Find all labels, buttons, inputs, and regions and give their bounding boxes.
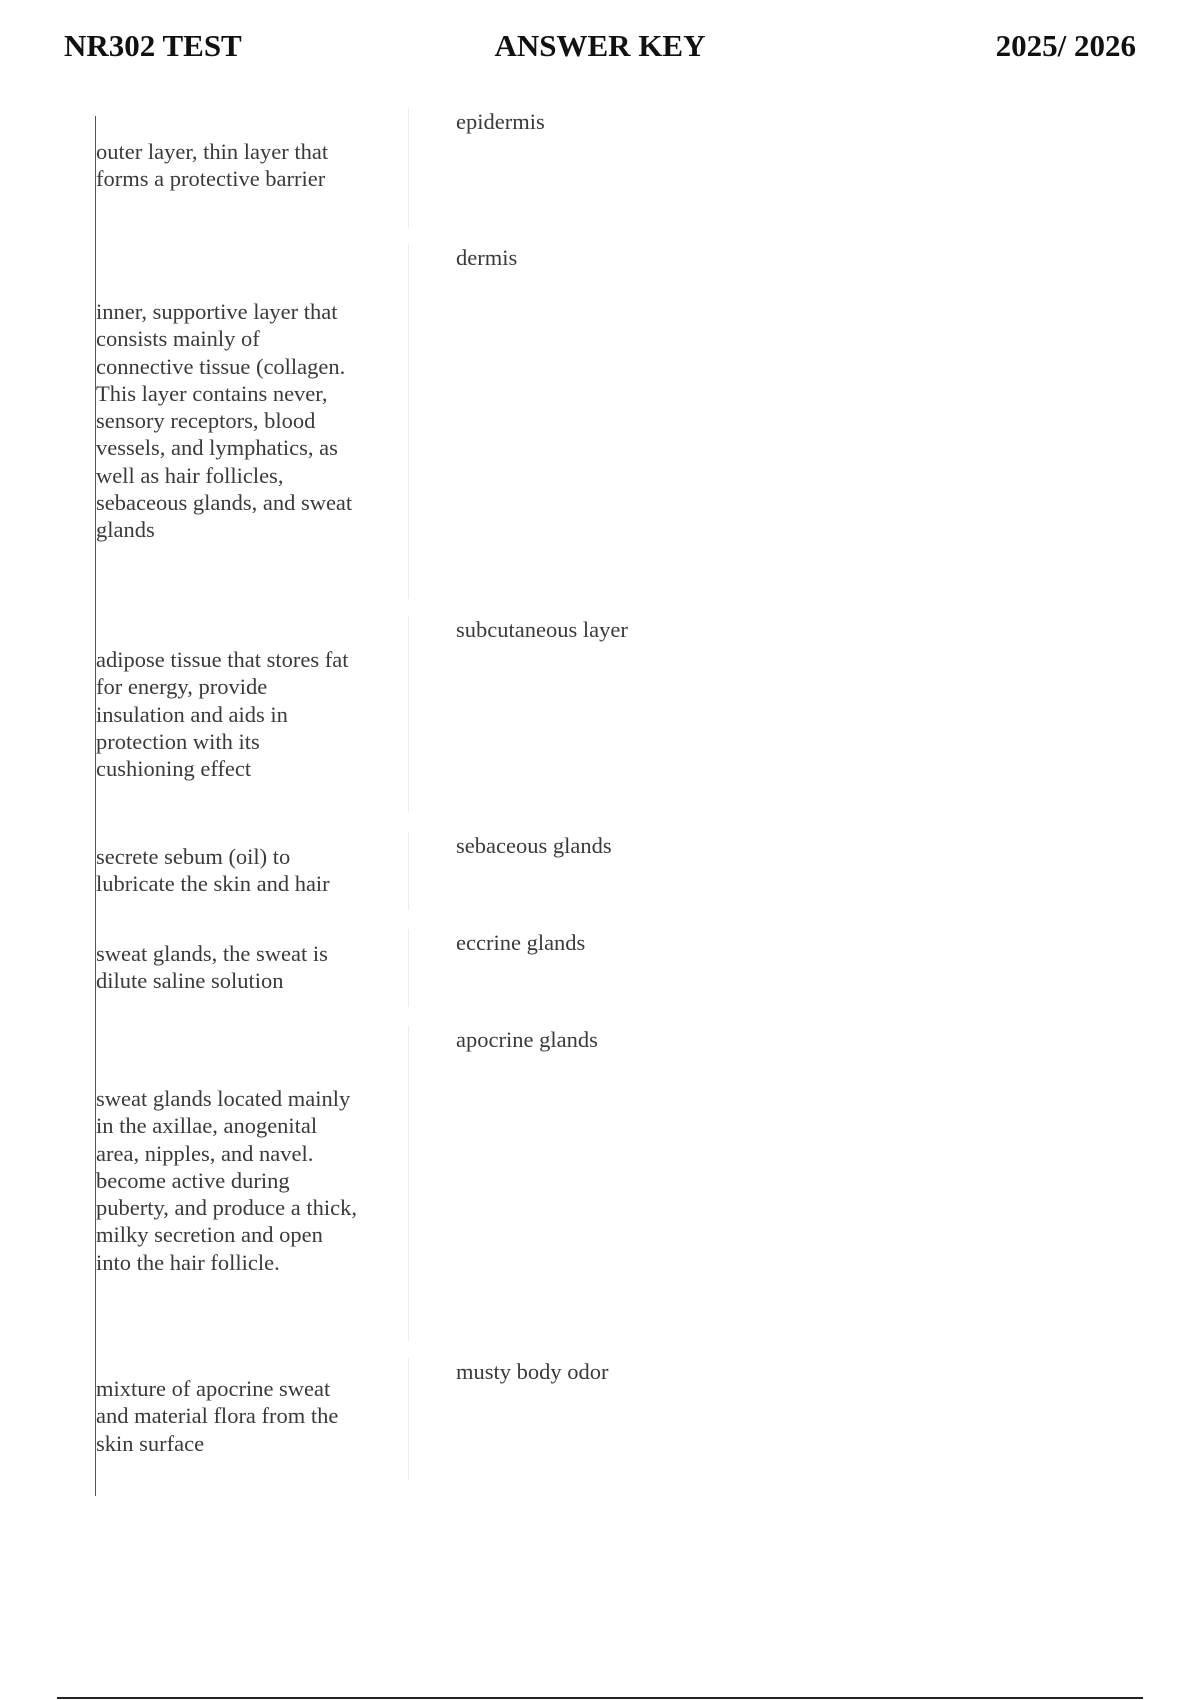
card-term: eccrine glands xyxy=(456,930,586,955)
card-divider xyxy=(408,832,409,910)
flashcard-sebaceous-glands xyxy=(96,832,1096,910)
card-definition: inner, supportive layer that consists mainly of connective tissue (collagen. This layer contains never, sensory receptors, blood vessels, and lymphatics, as well as hair follicles, sebaceous glands, and sweat glands xyxy=(96,299,353,543)
flashcard-eccrine-glands xyxy=(96,929,1096,1007)
header-course: NR302 TEST xyxy=(64,28,242,63)
card-term: subcutaneous layer xyxy=(456,617,628,642)
flashcard-apocrine-glands xyxy=(96,1026,1096,1341)
card-term: epidermis xyxy=(456,109,545,134)
page-header xyxy=(0,28,1200,72)
flashcard-epidermis xyxy=(96,108,1096,228)
card-definition: adipose tissue that stores fat for energy, provide insulation and aids in protection with its cushioning effect xyxy=(96,647,349,782)
card-term: sebaceous glands xyxy=(456,833,612,858)
header-title: ANSWER KEY xyxy=(494,28,706,63)
card-divider xyxy=(408,1358,409,1480)
card-definition: sweat glands located mainly in the axillae, anogenital area, nipples, and navel. become active during puberty, and produce a thick, milky secretion and open into the hair follicle. xyxy=(96,1086,357,1275)
card-divider xyxy=(408,1026,409,1341)
flashcard-musty-body-odor xyxy=(96,1358,1096,1480)
card-definition: mixture of apocrine sweat and material flora from the skin surface xyxy=(96,1376,339,1456)
flashcard-dermis xyxy=(96,244,1096,599)
footer-rule xyxy=(57,1697,1143,1699)
flashcard-subcutaneous-layer xyxy=(96,616,1096,812)
card-definition: sweat glands, the sweat is dilute saline solution xyxy=(96,941,328,994)
card-term: apocrine glands xyxy=(456,1027,598,1052)
card-definition: secrete sebum (oil) to lubricate the skin and hair xyxy=(96,844,330,897)
card-definition: outer layer, thin layer that forms a protective barrier xyxy=(96,139,329,192)
card-term: dermis xyxy=(456,245,518,270)
card-divider xyxy=(408,244,409,599)
card-divider xyxy=(408,616,409,812)
card-term: musty body odor xyxy=(456,1359,609,1384)
card-divider xyxy=(408,929,409,1007)
card-divider xyxy=(408,108,409,228)
header-year: 2025/ 2026 xyxy=(995,28,1136,63)
